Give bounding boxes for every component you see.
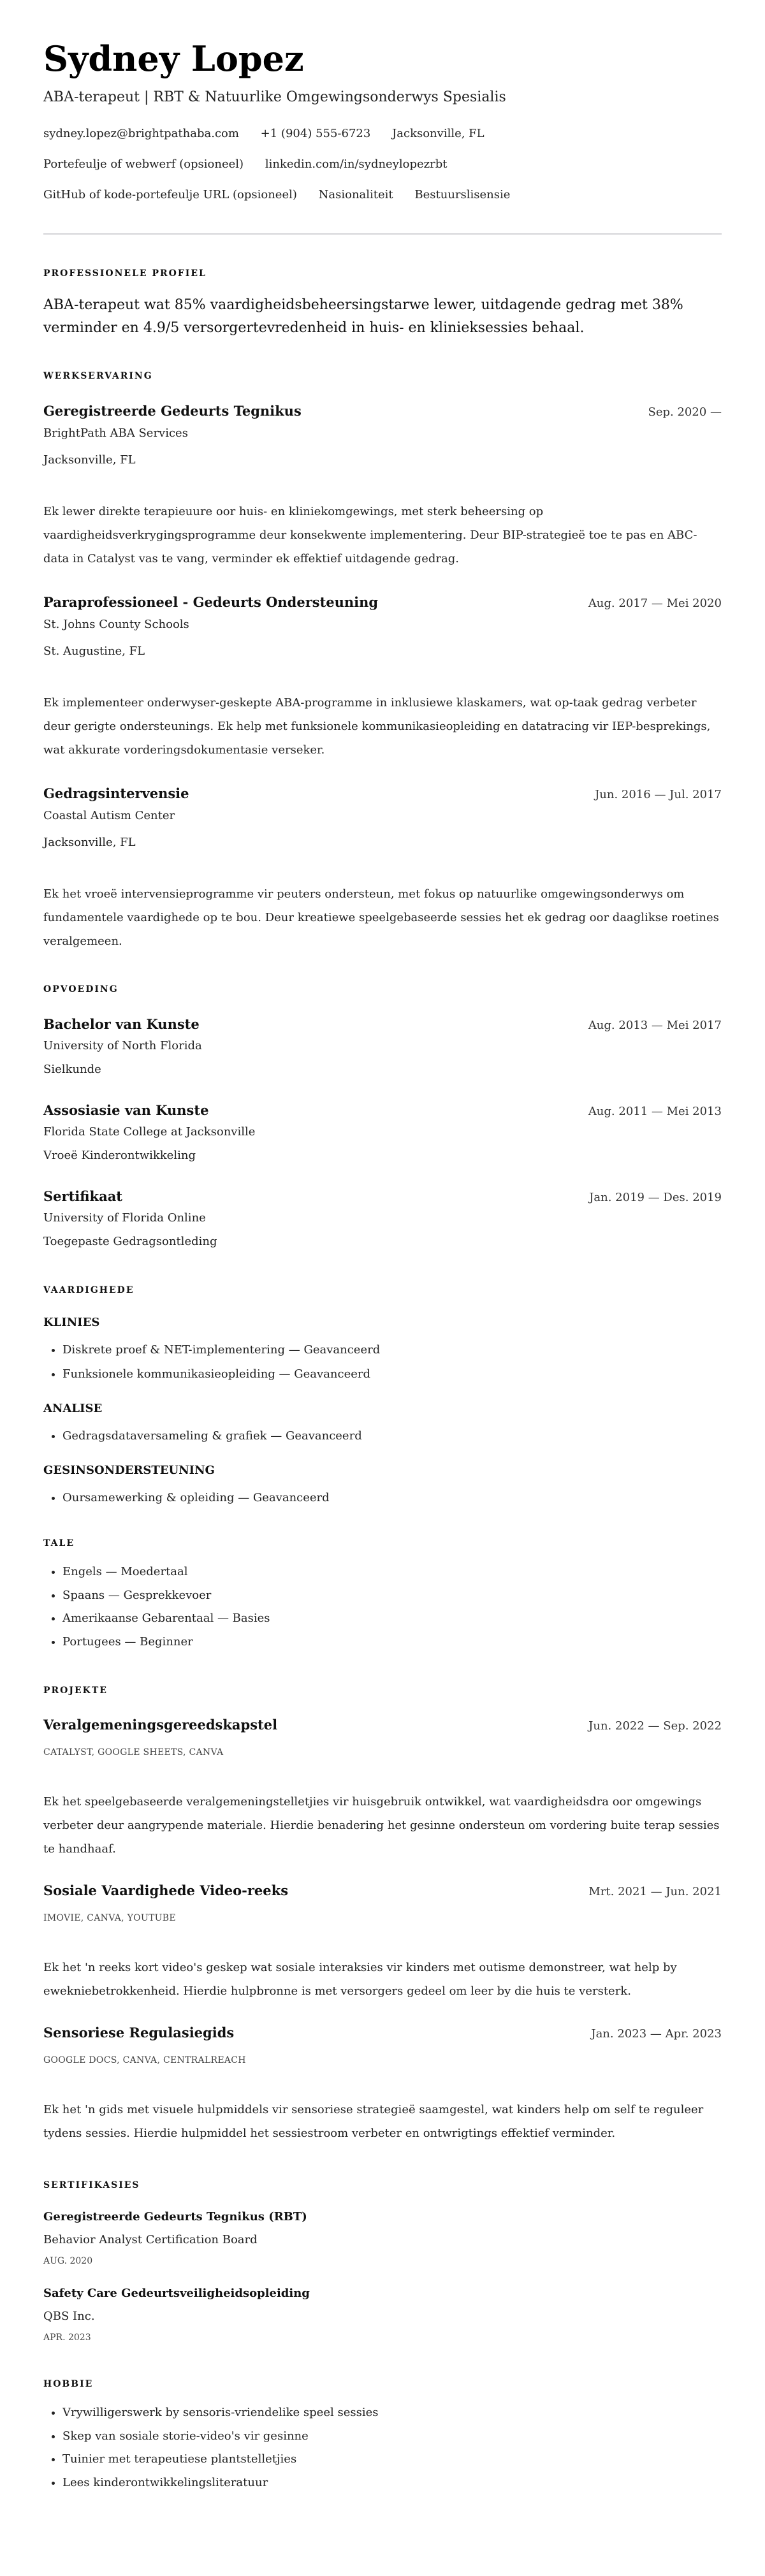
- job-entry: [43, 785, 722, 953]
- skill-item: • Diskrete proef & NET-implementering — Geavanceerd: [62, 1338, 722, 1362]
- section-heading: SERTIFIKASIES: [43, 2179, 140, 2190]
- company-name: Coastal Autism Center: [43, 809, 175, 822]
- project-tech: IMOVIE, CANVA, YOUTUBE: [43, 1912, 176, 1923]
- entry-date: Aug. 2013 — Mei 2017: [588, 1019, 722, 1032]
- job-entry: [43, 593, 722, 762]
- entry-header: [43, 1188, 722, 1207]
- job-location: St. Augustine, FL: [43, 644, 145, 658]
- entry-header: [43, 1102, 722, 1121]
- header-divider: [43, 233, 722, 235]
- certifications-section: [43, 2179, 722, 2344]
- section-heading: VAARDIGHEDE: [43, 1285, 135, 1295]
- entry-date: Aug. 2011 — Mei 2013: [588, 1105, 722, 1118]
- education-entry: [43, 1188, 722, 1250]
- hobby-item: • Tuinier met terapeutiese plantstelletjies: [62, 2448, 722, 2471]
- resume-header: [43, 38, 722, 210]
- section-heading: OPVOEDING: [43, 984, 119, 994]
- school-name: University of Florida Online: [43, 1211, 206, 1225]
- email-link[interactable]: sydney.lopez@brightpathaba.com: [43, 127, 239, 140]
- job-location: Jacksonville, FL: [43, 836, 136, 849]
- entry-title: Gedragsintervensie: [43, 785, 189, 801]
- education-entry: [43, 1015, 722, 1078]
- drivers-license-text: Bestuurslisensie: [414, 188, 511, 201]
- entry-header: [43, 1716, 722, 1735]
- project-entry: [43, 1716, 722, 1861]
- skill-item: • Gedragsdataversameling & grafiek — Geavanceerd: [62, 1424, 722, 1448]
- entry-header: [43, 593, 722, 613]
- job-location: Jacksonville, FL: [43, 453, 136, 467]
- hobby-item: • Vrywilligerswerk by sensoris-vriendelike speel sessies: [62, 2401, 722, 2425]
- linkedin-link[interactable]: linkedin.com/in/sydneylopezrbt: [265, 157, 448, 171]
- section-heading: TALE: [43, 1538, 75, 1548]
- entry-title: Sosiale Vaardighede Video-reeks: [43, 1882, 289, 1898]
- entry-title: Veralgemeningsgereedskapstel: [43, 1716, 278, 1733]
- language-item: • Spaans — Gesprekkevoer: [62, 1584, 722, 1608]
- project-tech: CATALYST, GOOGLE SHEETS, CANVA: [43, 1747, 224, 1757]
- certification-issuer: Behavior Analyst Certification Board: [43, 2232, 258, 2246]
- field-of-study: Toegepaste Gedragsontleding: [43, 1235, 217, 1248]
- entry-date: Jan. 2019 — Des. 2019: [589, 1191, 722, 1204]
- project-entry: [43, 1882, 722, 2003]
- skill-category: GESINSONDERSTEUNING: [43, 1464, 215, 1477]
- entry-date: Jun. 2022 — Sep. 2022: [588, 1719, 722, 1733]
- education-section: [43, 984, 722, 1250]
- certification-date: APR. 2023: [43, 2332, 91, 2343]
- section-heading: PROJEKTE: [43, 1685, 108, 1696]
- projects-section: [43, 1685, 722, 2145]
- school-name: Florida State College at Jacksonville: [43, 1125, 256, 1139]
- certification-issuer: QBS Inc.: [43, 2309, 95, 2323]
- nationality-text: Nasionaliteit: [318, 188, 393, 201]
- candidate-title: ABA-terapeut | RBT & Natuurlike Omgewingsonderwys Spesialis: [43, 89, 506, 105]
- certification-date: AUG. 2020: [43, 2255, 93, 2266]
- company-name: BrightPath ABA Services: [43, 426, 188, 440]
- certification-name: Safety Care Gedeurtsveiligheidsopleiding: [43, 2286, 310, 2300]
- portfolio-link[interactable]: Portefeulje of webwerf (opsioneel): [43, 157, 244, 171]
- skill-list: [43, 1424, 722, 1448]
- contact-row: [43, 149, 722, 180]
- project-entry: [43, 2024, 722, 2145]
- job-description: Ek het vroeë intervensieprogramme vir peuters ondersteun, met fokus op natuurlike omgewingsonderwys om fundamentele vaardighede op te bou. Deur kreatiewe speelgebaseerde sessies het ek gedrag oor daaglikse roetines veralgemeen.: [43, 887, 719, 948]
- skills-section: [43, 1284, 722, 1510]
- job-description: Ek implementeer onderwyser-geskepte ABA-programme in inklusiewe klaskamers, wat op-taak gedrag verbeter deur gerigte ondersteunings. Ek help met funksionele kommunikasieopleiding en datatracing vir IEP-besprekings, wat akkurate vorderingsdokumentasie verseker.: [43, 696, 711, 757]
- candidate-name: Sydney Lopez: [43, 38, 304, 79]
- entry-date: Jan. 2023 — Apr. 2023: [591, 2027, 722, 2041]
- language-item: • Amerikaanse Gebarentaal — Basies: [62, 1607, 722, 1631]
- skill-list: [43, 1338, 722, 1386]
- entry-header: [43, 1015, 722, 1035]
- certification-name: Geregistreerde Gedeurts Tegnikus (RBT): [43, 2209, 307, 2223]
- education-entry: [43, 1102, 722, 1164]
- language-item: • Portugees — Beginner: [62, 1631, 722, 1654]
- contact-row: [43, 180, 722, 210]
- contact-info: [43, 119, 722, 210]
- field-of-study: Sielkunde: [43, 1063, 101, 1076]
- section-heading: PROFESSIONELE PROFIEL: [43, 268, 207, 279]
- entry-header: [43, 402, 722, 421]
- field-of-study: Vroeë Kinderontwikkeling: [43, 1149, 196, 1162]
- hobby-item: • Skep van sosiale storie-video's vir gesinne: [62, 2425, 722, 2449]
- job-description: Ek lewer direkte terapieuure oor huis- en kliniekomgewings, met sterk beheersing op vaardigheidsverkrygingsprogramme deur konsekwente implementering. Deur BIP-strategieë toe te pas en ABC-data in Catalyst vas te vang, verminder ek effektief uitdagende gedrag.: [43, 505, 697, 565]
- project-description: Ek het 'n gids met visuele hulpmiddels vir sensoriese strategieë saamgestel, wat kinders help om self te reguleer tydens sessies. Hierdie hulpmiddel het sessiestroom verbeter en ontwrigtings effektief verminder.: [43, 2102, 704, 2140]
- skill-item: • Oursamewerking & opleiding — Geavanceerd: [62, 1486, 722, 1510]
- location-text: Jacksonville, FL: [392, 127, 484, 140]
- hobby-item: • Lees kinderontwikkelingsliteratuur: [62, 2471, 722, 2495]
- entry-date: Sep. 2020 —: [648, 405, 722, 419]
- certification-entry: [43, 2209, 722, 2267]
- profile-section: [43, 268, 722, 340]
- section-heading: WERKSERVARING: [43, 371, 153, 381]
- hobbies-section: [43, 2378, 722, 2495]
- skill-category: KLINIES: [43, 1316, 100, 1329]
- experience-section: [43, 370, 722, 953]
- entry-title: Sensoriese Regulasiegids: [43, 2024, 235, 2041]
- certification-entry: [43, 2285, 722, 2344]
- github-link[interactable]: GitHub of kode-portefeulje URL (opsioneel): [43, 188, 297, 201]
- school-name: University of North Florida: [43, 1039, 202, 1052]
- entry-title: Paraprofessioneel - Gedeurts Ondersteuning: [43, 594, 379, 610]
- entry-date: Aug. 2017 — Mei 2020: [588, 597, 722, 610]
- entry-title: Sertifikaat: [43, 1188, 123, 1204]
- entry-date: Jun. 2016 — Jul. 2017: [595, 788, 722, 801]
- job-entry: [43, 402, 722, 571]
- entry-title: Bachelor van Kunste: [43, 1016, 200, 1032]
- entry-date: Mrt. 2021 — Jun. 2021: [588, 1884, 722, 1898]
- entry-header: [43, 785, 722, 804]
- skill-category: ANALISE: [43, 1402, 103, 1415]
- entry-title: Assosiasie van Kunste: [43, 1102, 209, 1118]
- entry-header: [43, 1882, 722, 1901]
- skill-item: • Funksionele kommunikasieopleiding — Geavanceerd: [62, 1362, 722, 1386]
- project-description: Ek het 'n reeks kort video's geskep wat sosiale interaksies vir kinders met outisme demonstreer, wat help by ewekniebetrokkenheid. Hierdie hulpbronne is met versorgers gedeel om leer by die huis te versterk.: [43, 1960, 677, 1998]
- entry-title: Geregistreerde Gedeurts Tegnikus: [43, 403, 302, 419]
- section-heading: HOBBIE: [43, 2378, 94, 2389]
- profile-summary: ABA-terapeut wat 85% vaardigheidsbeheersingstarwe lewer, uitdagende gedrag met 38% verminder en 4.9/5 versorgertevredenheid in huis- en klinieksessies behaal.: [43, 297, 683, 336]
- skill-list: [43, 1486, 722, 1510]
- project-tech: GOOGLE DOCS, CANVA, CENTRALREACH: [43, 2055, 246, 2065]
- entry-header: [43, 2024, 722, 2043]
- phone-link[interactable]: +1 (904) 555-6723: [260, 127, 371, 140]
- contact-row: [43, 119, 722, 149]
- languages-section: [43, 1538, 722, 1654]
- company-name: St. Johns County Schools: [43, 618, 189, 631]
- language-item: • Engels — Moedertaal: [62, 1561, 722, 1584]
- project-description: Ek het speelgebaseerde veralgemeningstelletjies vir huisgebruik ontwikkel, wat vaardigheidsdra oor omgewings verbeter deur aangrypende materiale. Hierdie benadering het gesinne ondersteun om vordering buite terap sessies te handhaaf.: [43, 1794, 720, 1856]
